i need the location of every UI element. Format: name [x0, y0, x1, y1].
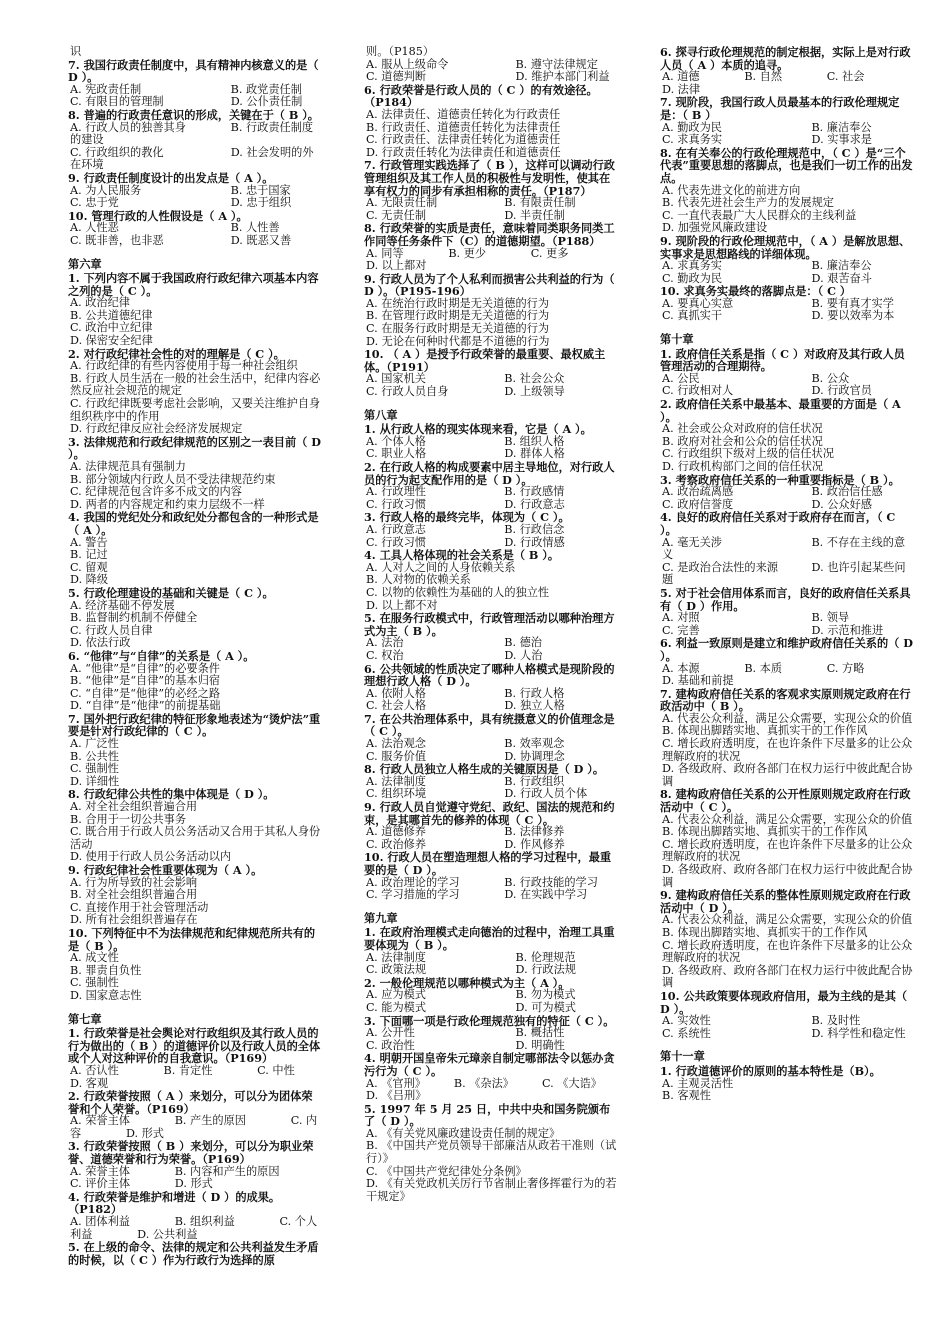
question-text: 10. 管理行政的人性假设是（ A ）。	[68, 208, 248, 223]
option-text: B. 公共道德纪律	[70, 308, 153, 322]
option-text: D. 各级政府、政府各部门在权力运行中彼此配合协调	[662, 762, 913, 788]
option-text: C. 行政人员自身 D. 上级领导	[366, 385, 565, 399]
question-text: 2. 对行政纪律社会性的对的理解是（ C ）。	[68, 346, 285, 361]
question-text: 9. 行政人员自觉遵守党纪、政纪、国法的规范和约束，是其哪首先的修养的体现（ C ）。	[364, 800, 615, 827]
option-text: C. 政策法规 D. 行政法规	[366, 963, 576, 977]
option-text: C. 组织环境 D. 行政人员个体	[366, 787, 588, 801]
option-text: D. 所有社会组织普遍存在	[70, 913, 198, 927]
option-text: B. 监督制约机制不停健全	[70, 611, 198, 625]
option-text: A. 对全社会组织普遍合用	[70, 800, 198, 814]
option-text: A. 代表公众利益，满足公众需要，实现公众的价值	[662, 711, 913, 725]
option-text: D. 详细性	[70, 774, 120, 788]
option-text: C. 增长政府透明度，在也许条件下尽量多的让公众理解政府的状况	[662, 938, 913, 965]
option-text: D. 各级政府、政府各部门在权力运行中彼此配合协调	[662, 963, 913, 990]
option-text: C. 忠于党 D. 忠于组织	[70, 196, 292, 210]
option-text: D. 以上都不对	[366, 598, 438, 612]
question-text: 10. 下列特征中不为法律规范和纪律规范所共有的是（ B ）。	[68, 925, 316, 953]
option-text: A. 宪政责任制 B. 政党责任制	[70, 82, 302, 96]
option-text: A. 道德 B. 自然 C. 社会 D. 法律	[662, 70, 910, 96]
option-text: C. 行政人员自律	[70, 623, 153, 637]
option-text: C. 真抓实干 D. 要以效率为本	[662, 309, 895, 323]
option-text: C. 直接作用于社会管理活动	[70, 900, 209, 914]
option-text: A. 政治纪律	[70, 296, 130, 310]
option-text: A. 对照 B. 领导	[662, 611, 850, 625]
option-text: A. 行为所导致的社会影响	[70, 875, 198, 889]
option-text: A. 同等 B. 更少 C. 更多 D. 以上都对	[366, 246, 614, 273]
option-text: D. 保密安全纪律	[70, 334, 153, 348]
option-text: A. 要真心实意 B. 要有真才实学	[662, 296, 894, 310]
option-text: A. 代表公众利益，满足公众需要，实现公众的价值	[662, 812, 913, 826]
option-text: C. 是政治合法性的来源 D. 也许引起某些问题	[662, 560, 906, 587]
option-text: B. 体现出脚踏实地、真抓实干的工作作风	[662, 724, 868, 738]
option-text: D. 行政责任转化为法律责任和道德责任	[366, 145, 561, 159]
option-text: D. 降级	[70, 573, 109, 587]
question-text: 3. 行政人格的最终完毕，体现为（ C ）。	[364, 510, 570, 525]
option-text: A. 《官刑》 B. 《杂法》 C. 《大诰》 D. 《吕刑》	[366, 1076, 630, 1103]
option-text: A. 个体人格 B. 组织人格	[366, 434, 565, 448]
question-text: 2. 行政荣誉按照（ A ）来划分，可以分为团体荣誉和个人荣誉。（P169）	[68, 1089, 313, 1116]
option-text: A. 主观灵活性	[662, 1076, 734, 1090]
question-text: 1. 从行政人格的现实体现来看，它是（ A ）。	[364, 422, 592, 437]
option-text: C. 既合用于行政人员公务活动又合用于其私人身份活动	[70, 825, 321, 851]
option-text: C. 行政纪律既要考虑社会影响，又要关注维护自身组织秩序中的作用	[70, 397, 321, 423]
option-text: 识	[70, 45, 82, 58]
option-text: D. 使用于行政人员公务活动以内	[70, 850, 232, 864]
question-text: 9. 行政人员为了个人私利而损害公共利益的行为（ D ）。（P195-196）	[364, 271, 615, 299]
option-text: C. 政治修养 D. 作风修养	[366, 837, 565, 851]
column-3	[638, 46, 914, 1336]
question-text: 2. 在行政人格的构成要素中居主导地位，对行政人员的行为起支配作用的是（ D ）。	[364, 460, 615, 487]
option-text: B. 罪责自负性	[70, 963, 142, 977]
option-text: C. 职业人格 D. 群体人格	[366, 447, 565, 461]
question-text: 7. 我国行政责任制度中，具有精神内核意义的是（ D ）。	[68, 57, 319, 85]
option-text: A. 服从上级命令 B. 遵守法律规定	[366, 57, 598, 71]
question-text: 1. 政府信任关系是指（ C ）对政府及其行政人员管理活动的合理期待。	[660, 346, 905, 374]
option-text: C. 行政习惯 D. 行政情感	[366, 535, 565, 549]
option-text: B. 在管理行政时期是无关道德的行为	[366, 309, 550, 323]
option-text: B. 代表先进社会生产力的发展规定	[662, 196, 834, 210]
column-2	[342, 45, 630, 1336]
option-text: A. 法治观念 B. 效率观念	[366, 737, 565, 751]
question-text: 7. 现阶段，我国行政人员最基本的行政伦理规定是：（ B ）	[660, 95, 900, 122]
option-text: B. 公共性	[70, 749, 119, 763]
option-text: A. 求真务实 B. 廉洁奉公	[662, 259, 872, 273]
question-text: 6. “他律”与“自律”的关系是（ A ）。	[68, 648, 255, 663]
question-text: 3. 法律规范和行政纪律规范的区别之一表目前（ D ）。	[68, 434, 321, 462]
option-text: B. 行政人员生活在一般的社会生活中，纪律内容必然反应社会规范的规定	[70, 371, 321, 398]
question-text: 8. 行政纪律公共性的集中体现是（ D ）。	[68, 787, 275, 802]
option-text: A. 实效性 B. 及时性	[662, 1014, 861, 1028]
question-text: 8. 建构政府信任关系的公开性原则规定政府在行政活动中（ C ）。	[660, 787, 911, 815]
question-text: 7. 在公共治理体系中，具有统摄意义的价值理念是（ C ）。	[364, 711, 615, 739]
question-text: 3. 考察政府信任关系的一种重要指标是（ B ）。	[660, 472, 900, 487]
option-text: A. 荣誉主体 B. 产生的原因 C. 内容 D. 形式	[70, 1114, 318, 1140]
question-text: 10. 行政人员在塑造理想人格的学习过程中，最重要的是（ D ）。	[364, 850, 612, 877]
option-text: C. 强制性	[70, 976, 119, 990]
option-text: C. 勤政为民 D. 艰苦奋斗	[662, 271, 872, 285]
option-text: C. 服务价值 D. 协调理念	[366, 749, 565, 763]
option-text: A. 法律规范具有强制力	[70, 460, 186, 473]
option-text: A. 经济基础不停发展	[70, 598, 175, 612]
option-text: 则。（P185）	[366, 45, 435, 58]
question-text: 7. 行政管理实践选择了（ B ），这样可以调动行政管理组织及其工作人员的积极性与发明性，使其在享有权力的同步有承担相称的责任。（P187）	[364, 158, 615, 198]
option-text: B. “他律”是“自律”的基本归宿	[70, 674, 221, 688]
question-text: 1. 下列内容不属于我国政府行政纪律六项基本内容之列的是（ C ）。	[68, 271, 319, 298]
option-text: C. 留观	[70, 560, 108, 574]
option-text: A. 法律制度 B. 行政组织	[366, 774, 565, 788]
option-text: A. 法治 B. 德治	[366, 636, 542, 650]
option-text: A. 《有关党风廉政建设责任制的规定》	[366, 1126, 561, 1140]
option-text: B. 部分领域内行政人员不受法律规范约束	[70, 472, 276, 486]
option-text: A. 警告	[70, 535, 108, 549]
option-text: C. 求真务实 D. 实事求是	[662, 133, 872, 147]
option-text: A. 本源 B. 本质 C. 方略 D. 基础和前提	[662, 661, 910, 688]
option-text: D. 行政纪律反应社会经济发展规定	[70, 422, 243, 436]
option-text: C. 增长政府透明度，在也许条件下尽量多的让公众理解政府的状况	[662, 837, 913, 864]
question-text: 9. 现阶段的行政伦理规范中，（ A ）是解放思想、实事求是思想路线的详细体现。	[660, 233, 911, 261]
option-text: B. 《中国共产党员领导干部廉洁从政若干准则（试行）》	[366, 1139, 617, 1166]
chapter-heading: 第八章	[364, 407, 398, 422]
option-text: D. 各级政府、政府各部门在权力运行中彼此配合协调	[662, 863, 913, 889]
question-text: 5. 行政伦理建设的基础和关键是（ C ）。	[68, 585, 274, 600]
question-text: 4. 良好的政府信任关系对于政府存在而言，（ C ）。	[660, 510, 896, 537]
option-text: A. 人对人之间的人身依赖关系	[366, 560, 516, 574]
option-text: C. 既非善，也非恶 D. 既恶又善	[70, 233, 292, 247]
question-text: 8. 普遍的行政责任意识的形成，关键在于（ B ）。	[68, 107, 319, 122]
question-text: 4. 行政荣誉是维护和增进（ D ）的成果。（P182）	[68, 1189, 281, 1217]
option-text: C. 一直代表最广大人民群众的主线利益	[662, 208, 857, 222]
option-text: A. 为人民服务 B. 忠于国家	[70, 183, 291, 197]
question-text: 5. 对于社会信用体系而言，良好的政府信任关系具有（ D ）作用。	[660, 585, 911, 613]
option-text: A. 行政意志 B. 行政信念	[366, 522, 565, 536]
question-text: 8. 在有关奉公的行政伦理规范中，（ C ）是“三个代表”重要思想的落脚点，也是我们一切工作的出发点。	[660, 145, 913, 185]
option-text: D. 依法行政	[70, 636, 131, 650]
column-1	[46, 45, 340, 1336]
option-text: C. 权治 D. 人治	[366, 648, 543, 662]
option-text: B. 体现出脚踏实地、真抓实干的工作作风	[662, 925, 868, 939]
option-text: C. “自律”是“他律”的必经之路	[70, 686, 221, 700]
question-text: 7. 国外把行政纪律的特征形象地表述为“烫炉法”重要是针对行政纪律的（ C ）。	[68, 711, 321, 739]
option-text: B. 对全社会组织普遍合用	[70, 888, 198, 902]
option-text: A. 成文性	[70, 951, 119, 965]
option-text: A. 人性恶 B. 人性善	[70, 221, 280, 235]
option-text: C. 完善 D. 示范和推进	[662, 623, 884, 637]
option-text: A. 团体利益 B. 组织利益 C. 个人利益 D. 公共利益	[70, 1215, 318, 1241]
option-text: C. 政治性 D. 明确性	[366, 1038, 565, 1052]
option-text: C. 行政组织的教化 D. 社会发明的外在环境	[70, 145, 314, 172]
option-text: B. 客观性	[662, 1089, 711, 1103]
question-text: 2. 一般伦理规范以哪种模式为主（ A ）。	[364, 975, 570, 990]
question-text: 4. 我国的党纪处分和政纪处分都包含的一种形式是（ A ）。	[68, 510, 319, 537]
option-text: C. 学习措施的学习 D. 在实践中学习	[366, 888, 588, 902]
option-text: A. 道德修养 B. 法律修养	[366, 825, 565, 839]
option-text: A. 依附人格 B. 行政人格	[366, 686, 565, 700]
option-text: C. 道德判断 D. 维护本部门利益	[366, 70, 610, 84]
option-text: C. 以物的依赖性为基础的人的独立性	[366, 585, 550, 599]
option-text: A. 无限责任制 B. 有限责任制	[366, 196, 576, 210]
option-text: C. 行政习惯 D. 行政意志	[366, 497, 565, 511]
option-text: A. 否认性 B. 肯定性 C. 中性 D. 客观	[70, 1063, 340, 1090]
question-text: 8. 行政荣誉的实质是责任，意味着同类职务同类工作同等任务条件下（C）的道德期望。（P188）	[364, 221, 615, 248]
option-text: A. 在统治行政时期是无关道德的行为	[366, 296, 550, 310]
chapter-heading: 第六章	[68, 256, 102, 271]
option-text: D. 两者的内容规定和约束力层级不一样	[70, 497, 265, 511]
option-text: C. 增长政府透明度，在也许条件下尽量多的让公众理解政府的状况	[662, 737, 913, 763]
option-text: A. 行政理性 B. 行政感情	[366, 485, 565, 499]
question-text: 2. 政府信任关系中最基本、最重要的方面是（ A ）。	[660, 397, 901, 424]
option-text: D. 加强党风廉政建设	[662, 221, 768, 235]
option-text: A. 行政纪律的有些内容使用于每一种社会组织	[70, 359, 298, 373]
question-text: 9. 行政纪律社会性重要体现为（ A ）。	[68, 863, 263, 877]
option-text: C. 强制性	[70, 762, 119, 776]
question-text: 6. 公共领域的性质决定了哪种人格模式是现阶段的理想行政人格（ D ）。	[364, 661, 615, 689]
option-text: A. 国家机关 B. 社会公众	[366, 372, 565, 386]
option-text: D. 国家意志性	[70, 988, 142, 1002]
question-text: 6. 探寻行政伦理规范的制定根据，实际上是对行政人员（ A ）本质的追寻。	[660, 45, 911, 72]
option-text: C. 能为模式 D. 可为模式	[366, 1000, 576, 1014]
option-text: C. 行政责任、法律责任转化为道德责任	[366, 133, 561, 147]
question-text: 1. 在政府治理模式走向德治的过程中，治理工具重要体现为（ B ）。	[364, 925, 615, 952]
question-text: 1. 行政荣誉是社会舆论对行政组织及其行政人员的行为做出的（ B ）的道德评价以及行政人员的全体或个人对这种评价的自我意识。（P169）	[68, 1026, 321, 1066]
question-text: 4. 工具人格体现的社会关系是（ B ）。	[364, 548, 560, 563]
option-text: B. 体现出脚踏实地、真抓实干的工作作风	[662, 825, 868, 839]
question-text: 10. （ A ）是授予行政荣誉的最重要、最权威主体。（P191）	[364, 347, 606, 374]
question-text: 6. 利益一致原则是建立和维护政府信任关系的（ D ）。	[660, 636, 913, 663]
option-text: B. 行政责任、道德责任转化为法律责任	[366, 120, 561, 134]
option-text: A. 社会或公众对政府的信任状况	[662, 422, 823, 436]
option-text: B. 合用于一切公共事务	[70, 812, 187, 826]
option-text: A. 公开性 B. 概括性	[366, 1026, 565, 1040]
question-text: 1. 行政道德评价的原则的基本特性是（B）。	[660, 1063, 881, 1078]
question-text: 8. 行政人员独立人格生成的关键原因是（ D ）。	[364, 762, 605, 777]
document-page	[46, 46, 916, 1336]
question-text: 5. 在服务行政模式中，行政管理活动以哪种治理方式为主（ B ）。	[364, 611, 615, 638]
option-text: A. “他律”是“自律”的必要条件	[70, 661, 220, 675]
option-text: A. 应为模式 B. 勿为模式	[366, 988, 576, 1002]
option-text: C. 有限目的管理制 D. 公仆责任制	[70, 95, 303, 109]
question-text: 4. 明朝开国皇帝朱元璋亲自制定哪部法令以惩办贪污行为（ C ）。	[364, 1051, 615, 1078]
option-text: D. 《有关党政机关厉行节省制止奢侈挥霍行为的若干规定》	[366, 1177, 617, 1203]
option-text: C. 政治中立纪律	[70, 321, 153, 335]
option-text: C. 系统性 D. 科学性和稳定性	[662, 1026, 906, 1040]
chapter-heading: 第十一章	[660, 1049, 705, 1064]
option-text: C. 无责任制 D. 半责任制	[366, 208, 565, 222]
option-text: C. 政府信誉度 D. 公众好感	[662, 497, 872, 511]
question-text: 5. 1997 年 5 月 25 日，中共中央和国务院颁布了（ D ）。	[364, 1101, 611, 1129]
chapter-heading: 第十章	[660, 332, 694, 347]
option-text: A. 荣誉主体 B. 内容和产生的原因 C. 评价主体 D. 形式	[70, 1164, 325, 1191]
option-text: A. 代表先进文化的前进方向	[662, 183, 801, 197]
option-text: A. 勤政为民 B. 廉洁奉公	[662, 120, 872, 134]
question-text: 3. 下面哪一项是行政伦理规范独有的特征（ C ）。	[364, 1013, 615, 1028]
option-text: A. 公民 B. 公众	[662, 371, 850, 385]
question-text: 9. 建构政府信任关系的整体性原则规定政府在行政活动中（ D ）。	[660, 888, 911, 915]
option-text: C. 行政相对人 D. 行政官员	[662, 384, 872, 398]
chapter-heading: 第九章	[364, 910, 398, 925]
option-text: A. 广泛性	[70, 737, 119, 751]
option-text: C. 行政组织下级对上级的信任状况	[662, 447, 834, 461]
option-text: D. 无论在何种时代都是不道德的行为	[366, 334, 550, 348]
question-text: 10. 公共政策要体现政府信用，最为主线的是其（ D ）。	[660, 988, 908, 1016]
option-text: C. 社会人格 D. 独立人格	[366, 699, 565, 713]
option-text: A. 毫无关涉 B. 不存在主线的意义	[662, 535, 906, 562]
option-text: B. 人对物的依赖关系	[366, 573, 471, 587]
option-text: A. 法律责任、道德责任转化为行政责任	[366, 107, 561, 121]
question-text: 10. 求真务实最终的落脚点是：（ C ）	[660, 284, 852, 299]
option-text: D. 行政机构部门之间的信任状况	[662, 460, 824, 473]
option-text: A. 政治理论的学习 B. 行政技能的学习	[366, 875, 598, 889]
option-text: C. 在服务行政时期是无关道德的行为	[366, 322, 550, 336]
question-text: 9. 行政责任制度设计的出发点是（ A ）。	[68, 170, 274, 185]
chapter-heading: 第七章	[68, 1011, 102, 1026]
question-text: 7. 建构政府信任关系的客观求实原则规定政府在行政活动中（ B ）。	[660, 686, 911, 714]
question-text: 3. 行政荣誉按照（ B ）来划分，可以分为职业荣誉、道德荣誉和行为荣誉。（P169）	[68, 1139, 314, 1167]
option-text: D. “自律”是“他律”的前提基础	[70, 699, 221, 713]
option-text: A. 法律制度 B. 伦理规范	[366, 950, 576, 964]
question-text: 6. 行政荣誉是行政人员的（ C ）的有效途径。（P184）	[364, 82, 598, 110]
option-text: A. 代表公众利益，满足公众需要，实现公众的价值	[662, 913, 913, 927]
option-text: B. 记过	[70, 548, 108, 562]
option-text: A. 政治疏离感 B. 政治信任感	[662, 485, 883, 499]
option-text: C. 《中国共产党纪律处分条例》	[366, 1164, 527, 1178]
option-text: A. 行政人员的独善其身 B. 行政责任制度的建设	[70, 120, 314, 147]
question-text: 5. 在上级的命令、法律的规定和公共利益发生矛盾的时候，以（ C ）作为行政行为选择的原	[68, 1240, 319, 1267]
option-text: C. 纪律规范包含许多不成文的内容	[70, 485, 242, 499]
option-text: B. 政府对社会和公众的信任状况	[662, 434, 823, 448]
